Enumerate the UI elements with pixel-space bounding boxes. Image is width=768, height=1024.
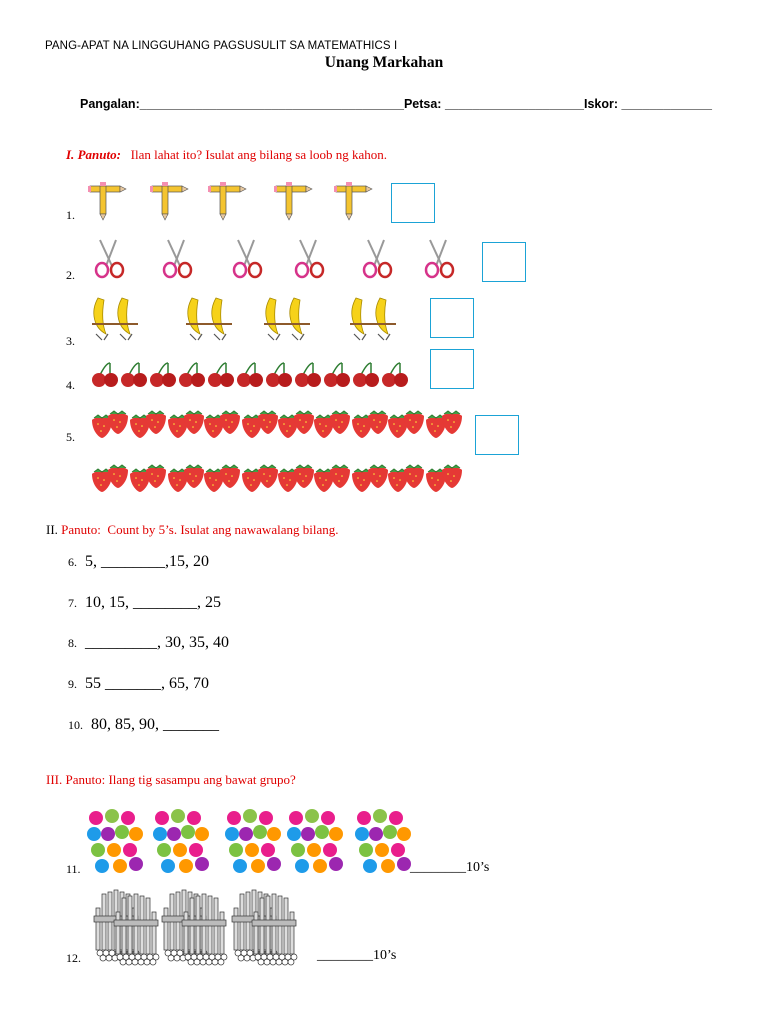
stick-bundle-icon: [162, 890, 227, 965]
strawberry-icon: [168, 411, 204, 438]
pencil-icon: [150, 182, 188, 220]
dot-group-icon: [153, 809, 209, 873]
item-number: 11.: [66, 862, 81, 876]
strawberry-icon: [168, 465, 204, 492]
count-item-10: 10. 80, 85, 90, _______: [68, 716, 219, 733]
dot-group-icon: [225, 809, 281, 873]
answer-box-4[interactable]: [430, 349, 474, 389]
strawberry-icon: [314, 411, 350, 438]
answer-box-5[interactable]: [475, 415, 519, 455]
dot-group-icon: [87, 809, 143, 873]
item-number: 3.: [66, 334, 75, 348]
item-number: 2.: [66, 268, 75, 282]
strawberry-icon: [388, 465, 424, 492]
item-number: 5.: [66, 430, 75, 444]
pencil-row: [88, 180, 378, 222]
scissors-icon: [364, 240, 391, 277]
pencil-icon: [88, 182, 126, 220]
section3-instruction: III. Panuto: Ilang tig sasampu ang bawat grupo?: [46, 772, 296, 787]
strawberry-icon: [352, 465, 388, 492]
item-number: 4.: [66, 378, 75, 392]
strawberry-icon: [352, 411, 388, 438]
score-blank[interactable]: _____________: [621, 97, 712, 111]
section2-instruction: II. Panuto: Count by 5’s. Isulat ang nawawalang bilang.: [46, 522, 339, 537]
scissors-row: [90, 238, 470, 280]
strawberry-icon: [92, 411, 128, 438]
strawberry-icon: [426, 411, 462, 438]
banana-icon: [92, 298, 138, 340]
scissors-icon: [96, 240, 123, 277]
banana-icon: [264, 298, 310, 340]
item-number: 12.: [66, 951, 81, 965]
cherry-icon: [353, 363, 379, 387]
banana-row: [88, 294, 418, 344]
pencil-icon: [334, 182, 372, 220]
student-info-line: [80, 97, 712, 111]
name-label: Pangalan:: [80, 97, 140, 111]
dot-group-icon: [355, 809, 411, 873]
cherry-icon: [121, 363, 147, 387]
answer-box-2[interactable]: [482, 242, 526, 282]
strawberry-icon: [204, 411, 240, 438]
score-label: Iskor:: [584, 97, 619, 111]
strawberry-icon: [388, 411, 424, 438]
banana-icon: [186, 298, 232, 340]
strawberry-group: [90, 406, 462, 496]
answer-blank-12[interactable]: ________10’s: [317, 948, 397, 963]
worksheet-header: PANG-APAT NA LINGGUHANG PAGSUSULIT SA MATEMATHICS I: [45, 40, 398, 52]
scissors-icon: [234, 240, 261, 277]
cherry-row: [90, 361, 412, 391]
section1-instruction: I. Panuto: Ilan lahat ito? Isulat ang bilang sa loob ng kahon.: [66, 147, 387, 162]
count-item-9: 9. 55 _______, 65, 70: [68, 675, 209, 692]
strawberry-icon: [426, 465, 462, 492]
strawberry-icon: [278, 411, 314, 438]
count-item-8: 8. _________, 30, 35, 40: [68, 634, 229, 651]
strawberry-icon: [314, 465, 350, 492]
count-item-6: 6. 5, ________,15, 20: [68, 553, 209, 570]
cherry-icon: [208, 363, 234, 387]
cherry-icon: [382, 363, 408, 387]
cherry-icon: [150, 363, 176, 387]
pencil-icon: [208, 182, 246, 220]
scissors-icon: [426, 240, 453, 277]
strawberry-icon: [242, 465, 278, 492]
strawberry-icon: [278, 465, 314, 492]
stick-bundle-icon: [232, 890, 297, 965]
dot-group-icon: [287, 809, 343, 873]
cherry-icon: [92, 363, 118, 387]
strawberry-icon: [130, 465, 166, 492]
strawberry-icon: [92, 465, 128, 492]
date-blank[interactable]: ____________________: [444, 97, 584, 111]
stick-bundle-row: [90, 890, 310, 962]
cherry-icon: [179, 363, 205, 387]
name-blank[interactable]: ______________________________________: [139, 97, 404, 111]
cherry-icon: [266, 363, 292, 387]
date-label: Petsa:: [403, 97, 442, 111]
banana-icon: [350, 298, 396, 340]
stick-bundle-icon: [94, 890, 159, 965]
cherry-icon: [324, 363, 350, 387]
scissors-icon: [296, 240, 323, 277]
answer-blank-11[interactable]: ________10’s: [410, 860, 490, 875]
cherry-icon: [237, 363, 263, 387]
strawberry-icon: [242, 411, 278, 438]
strawberry-icon: [130, 411, 166, 438]
item-number: 1.: [66, 208, 75, 222]
count-item-7: 7. 10, 15, ________, 25: [68, 594, 221, 611]
answer-box-3[interactable]: [430, 298, 474, 338]
strawberry-icon: [204, 465, 240, 492]
scissors-icon: [164, 240, 191, 277]
page-title: Unang Markahan: [324, 54, 444, 71]
pencil-icon: [274, 182, 312, 220]
dot-group-row: [88, 810, 418, 880]
cherry-icon: [295, 363, 321, 387]
answer-box-1[interactable]: [391, 183, 435, 223]
